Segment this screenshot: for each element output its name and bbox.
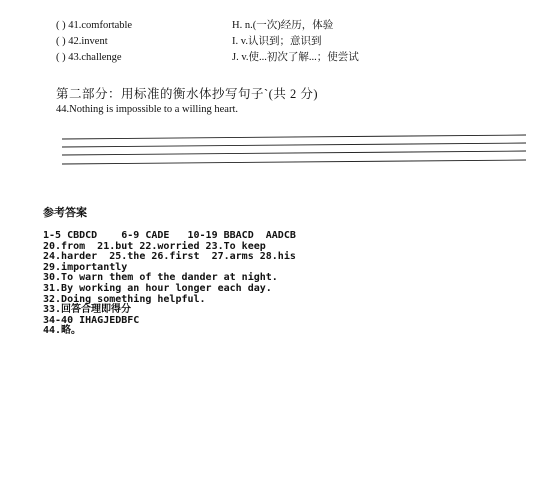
- part2-heading: 第二部分：用标准的衡水体抄写句子`(共 2 分): [56, 87, 318, 101]
- writing-line: [62, 135, 526, 139]
- match-definition: I. v.认识到；意识到: [232, 36, 322, 47]
- copy-sentence: 44.Nothing is impossible to a willing heart.: [56, 104, 238, 115]
- match-question: ( ) 41.comfortable: [56, 20, 133, 31]
- match-definition: J. v.使...初次了解...；使尝试: [232, 52, 359, 63]
- answer-key-title: 参考答案: [43, 206, 87, 219]
- answer-line: 32.Doing something helpful.: [43, 293, 206, 305]
- answer-line: 33.回答合理即得分: [43, 304, 132, 316]
- writing-line: [62, 160, 526, 164]
- writing-line: [62, 143, 526, 147]
- answer-line: 30.To warn them of the dander at night.: [43, 272, 278, 284]
- match-definition: H. n.(一次)经历，体验: [232, 20, 334, 31]
- match-question: ( ) 42.invent: [56, 36, 108, 47]
- answer-line: 31.By working an hour longer each day.: [43, 282, 272, 294]
- answer-line: 44.略。: [43, 325, 82, 337]
- answer-line: 34-40 IHAGJEDBFC: [43, 314, 140, 326]
- writing-line: [62, 151, 526, 155]
- answer-line: 1-5 CBDCD 6-9 CADE 10-19 BBACD AADCB: [43, 230, 296, 241]
- match-question: ( ) 43.challenge: [56, 52, 122, 63]
- answer-line: 20.from 21.but 22.worried 23.To keep: [43, 240, 266, 252]
- answer-line: 29.importantly: [43, 261, 128, 273]
- answer-key: [43, 231, 543, 337]
- answer-line: 24.harder 25.the 26.first 27.arms 28.his: [43, 251, 296, 263]
- handwriting-lines: [0, 128, 560, 178]
